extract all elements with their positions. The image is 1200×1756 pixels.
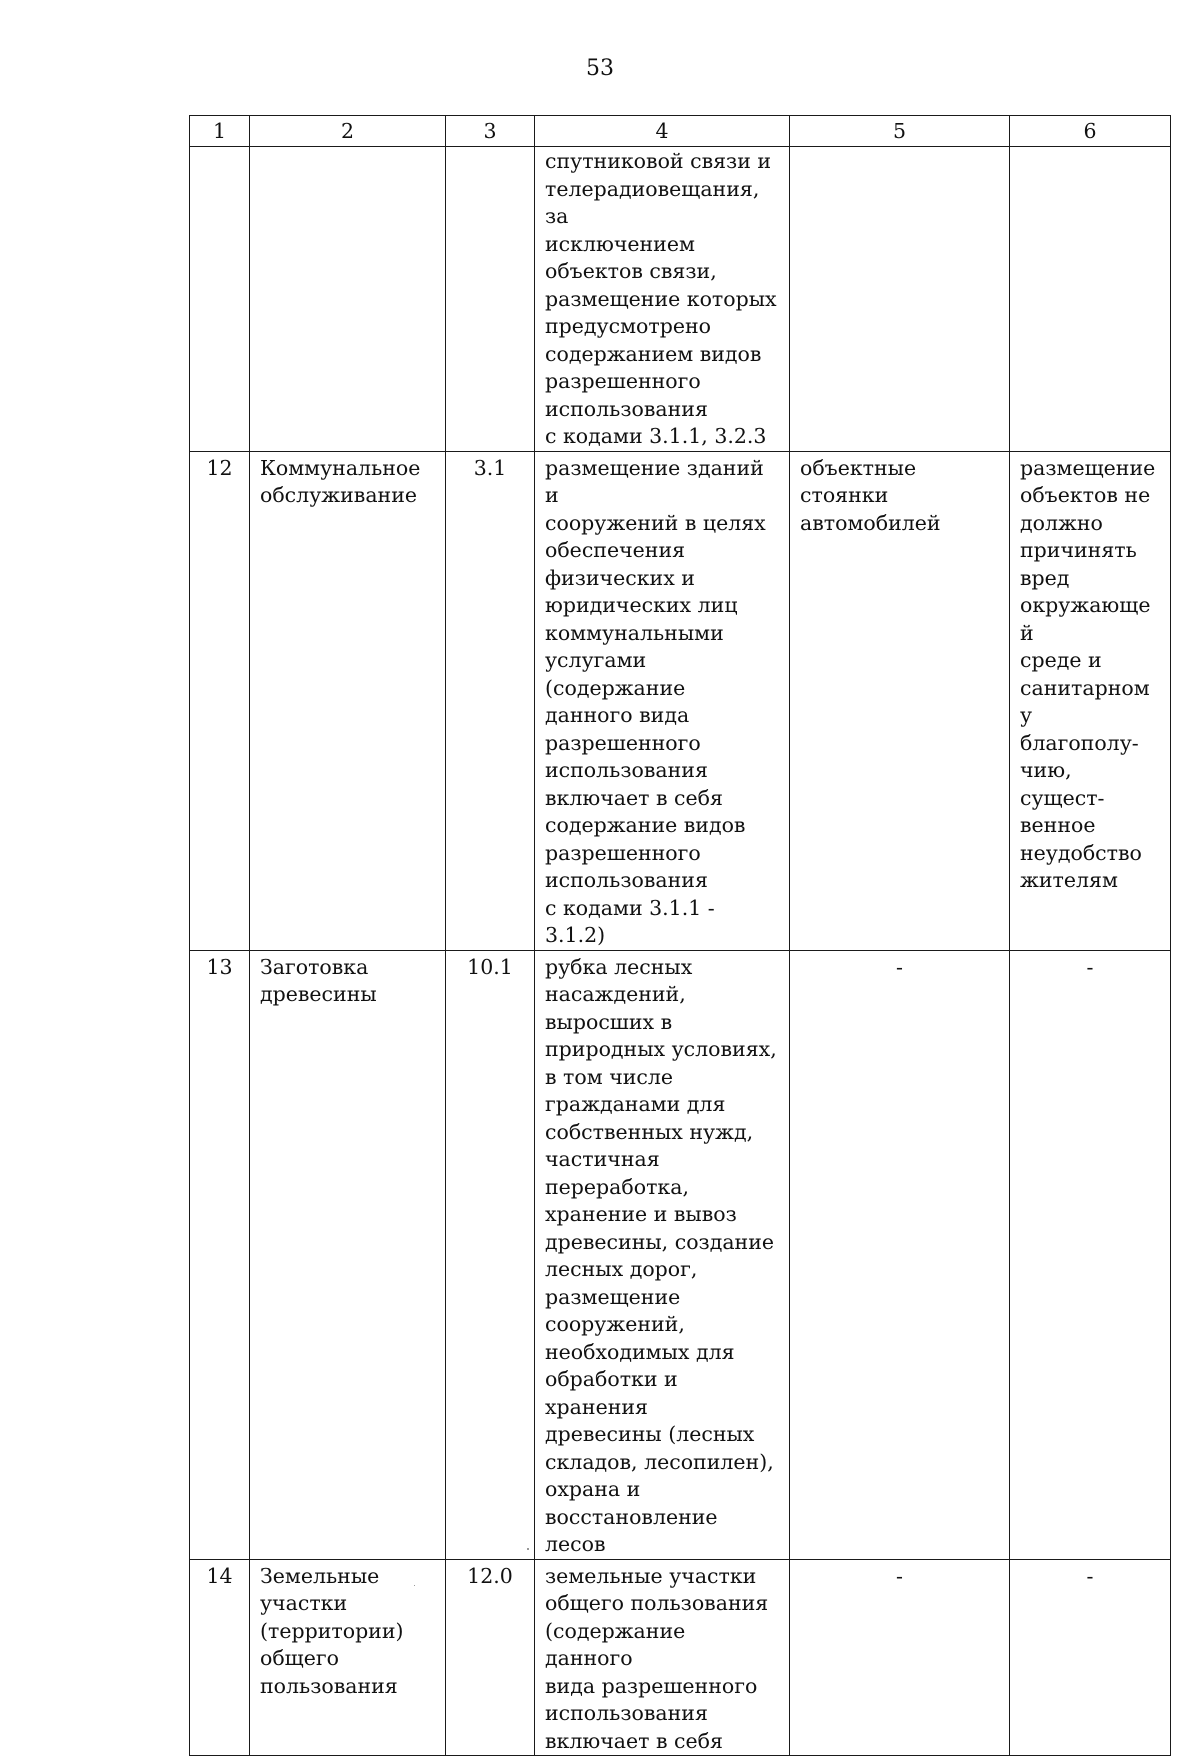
scan-speck	[414, 1585, 415, 1586]
use-code: 12.0	[446, 1559, 535, 1756]
use-code	[446, 147, 535, 452]
use-type-name: Заготовка древесины	[250, 950, 446, 1559]
auxiliary-use	[790, 147, 1010, 452]
table-row	[190, 451, 1171, 950]
table-row	[190, 950, 1171, 1559]
scan-speck	[527, 1548, 529, 1550]
use-description: рубка лесных насаждений, выросших в природных условиях, в том числе гражданами для собственных нужд, частичная переработка, хранение и вывоз древесины, создание лесных дорог, размещение сооружений, необходимых для обработки и хранения древесины (лесных складов, лесопилен), охрана и восстановление лесов	[535, 950, 790, 1559]
use-type-name: Коммунальное обслуживание	[250, 451, 446, 950]
use-conditions	[1010, 147, 1171, 452]
column-header: 1	[190, 116, 250, 147]
column-header: 5	[790, 116, 1010, 147]
row-number: 14	[190, 1559, 250, 1756]
use-type-name: Земельные участки (территории) общего пользования	[250, 1559, 446, 1756]
auxiliary-use: объектные стоянки автомобилей	[790, 451, 1010, 950]
row-number: 13	[190, 950, 250, 1559]
column-header: 4	[535, 116, 790, 147]
land-use-table	[189, 115, 1171, 1756]
table-row	[190, 1559, 1171, 1756]
auxiliary-use: -	[790, 1559, 1010, 1756]
use-type-name	[250, 147, 446, 452]
use-conditions: -	[1010, 1559, 1171, 1756]
auxiliary-use: -	[790, 950, 1010, 1559]
row-number	[190, 147, 250, 452]
use-conditions: размещение объектов не должно причинять вред окружающей среде и санитарному благополу- чию, сущест- венное неудобство жителям	[1010, 451, 1171, 950]
table-row	[190, 147, 1171, 452]
column-header: 3	[446, 116, 535, 147]
use-code: 10.1	[446, 950, 535, 1559]
column-header: 2	[250, 116, 446, 147]
column-header: 6	[1010, 116, 1171, 147]
table-header-row	[190, 116, 1171, 147]
use-description: спутниковой связи и телерадиовещания, за исключением объектов связи, размещение которых предусмотрено содержанием видов разрешенного использования с кодами 3.1.1, 3.2.3	[535, 147, 790, 452]
use-code: 3.1	[446, 451, 535, 950]
use-description: размещение зданий и сооружений в целях обеспечения физических и юридических лиц коммунальными услугами (содержание данного вида разрешенного использования включает в себя содержание видов разрешенного использования с кодами 3.1.1 - 3.1.2)	[535, 451, 790, 950]
page-number: 53	[586, 56, 614, 81]
use-conditions: -	[1010, 950, 1171, 1559]
use-description: земельные участки общего пользования (содержание данного вида разрешенного использования включает в себя	[535, 1559, 790, 1756]
row-number: 12	[190, 451, 250, 950]
